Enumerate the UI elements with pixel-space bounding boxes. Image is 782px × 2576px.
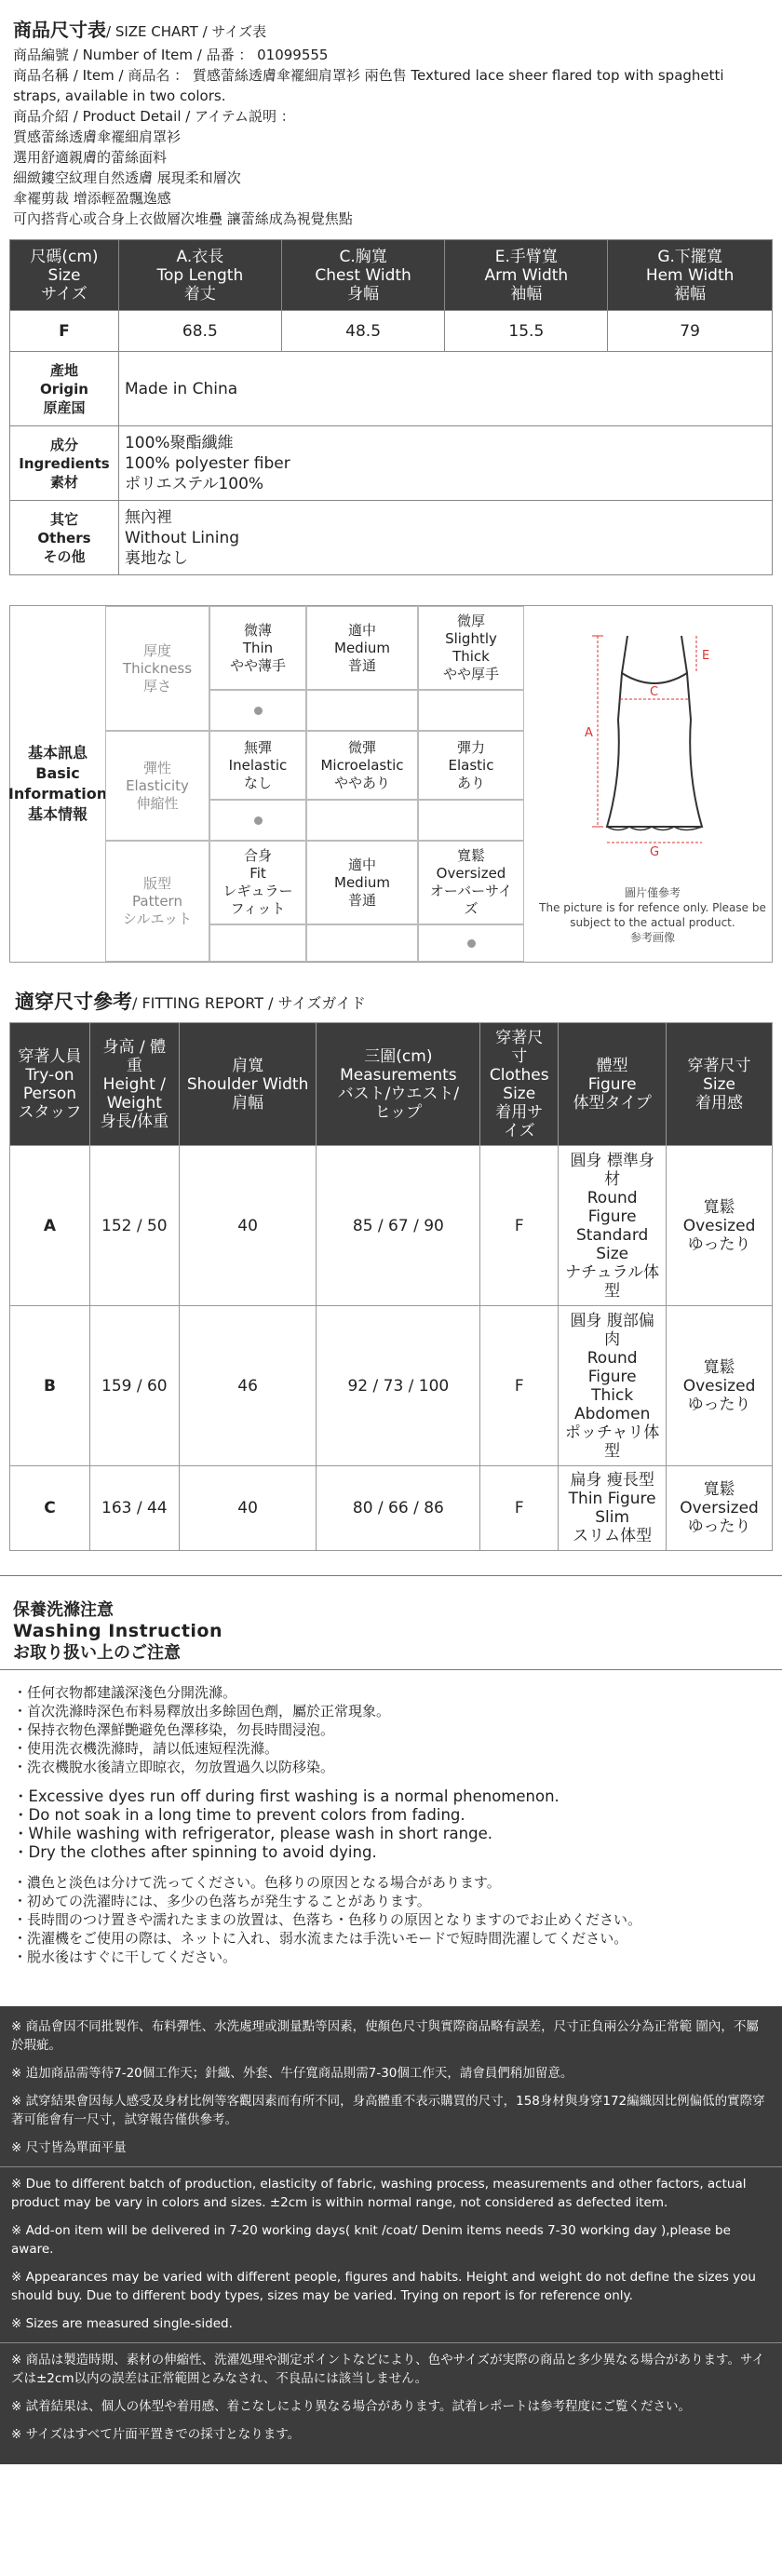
item-number: 商品編號 / Number of Item / 品番 ： 01099555: [13, 47, 329, 63]
washing-instructions: [13, 1683, 769, 1977]
height-weight-cell: 163 / 44: [89, 1466, 179, 1551]
product-detail-label: 商品介紹 / Product Detail / アイテム説明 ：: [13, 108, 295, 125]
detail-line: 質感蕾絲透膚傘襬細肩罩衫: [13, 128, 182, 145]
notice-ja: ※ 試着結果は、個人の体型や着用感、着こなしにより異なる場合があります。試着レポートは参考程度にご覧ください。: [11, 2399, 692, 2414]
svg-text:C: C: [650, 685, 659, 699]
fit-cell: 寬鬆 Ovesized ゆったり: [667, 1306, 773, 1466]
clothes-size-cell: F: [480, 1146, 559, 1306]
elasticity-option-microelastic: 微彈 Microelastic ややあり: [306, 731, 418, 800]
pattern-label: 版型 Pattern シルエット: [105, 841, 209, 962]
thickness-label: 厚度 Thickness 厚さ: [105, 606, 209, 731]
notice-zh: ※ 試穿結果會因每人感受及身材比例等客觀因素而有所不同，身高體重不表示購買的尺寸，158身材與身穿172編織因比例偏低的實際穿著可能會有一尺寸，試穿報告僅供參考。: [11, 2094, 765, 2127]
notice-ja: ※ 商品は製造時期、素材の伸縮性、洗濯処理や測定ポイントなどにより、色やサイズが実際の商品と多少異なる場合があります。サイズは±2cm以内の誤差は正常範囲とみなされ、不良品には該当しません。: [11, 2353, 764, 2386]
basic-info-heading: 基本訊息 Basic Information 基本情報: [7, 744, 108, 823]
person-cell: C: [10, 1466, 90, 1551]
col-header-arm-width: E.手臂寬 Arm Width 袖幅: [445, 240, 608, 311]
notice-zh: ※ 尺寸皆為單面平量: [11, 2140, 127, 2155]
col-header-hem-width: G.下擺寬 Hem Width 裾幅: [608, 240, 773, 311]
pattern-fit-cell: [209, 924, 306, 962]
hem-width-cell: 79: [608, 311, 773, 352]
col-header-figure: 體型 Figure 体型タイプ: [559, 1023, 667, 1146]
selected-dot-icon: [254, 707, 263, 715]
clothes-size-cell: F: [480, 1466, 559, 1551]
height-weight-cell: 159 / 60: [89, 1306, 179, 1466]
table-row: [10, 1146, 773, 1306]
size-chart-table: [9, 239, 773, 575]
divider: [0, 1575, 782, 1576]
arm-width-cell: 15.5: [445, 311, 608, 352]
size-chart-header-row: [10, 240, 773, 311]
size-cell: F: [10, 311, 119, 352]
notice-en: ※ Due to different batch of production, elasticity of fabric, washing process, measurements and other factors, actual product may be vary in colors and sizes. ±2cm is within normal range, not considered as defected item.: [11, 2177, 747, 2210]
person-cell: B: [10, 1306, 90, 1466]
ingredients-value: 100%聚酯纖維 100% polyester fiber ポリエステル100%: [118, 426, 772, 501]
detail-line: 選用舒適親膚的蕾絲面料: [13, 149, 168, 166]
measurements-cell: 92 / 73 / 100: [317, 1306, 480, 1466]
height-weight-cell: 152 / 50: [89, 1146, 179, 1306]
elasticity-inelastic-selected: [209, 800, 306, 841]
product-header: [13, 17, 769, 229]
notice-zh: ※ 商品會因不同批製作、布料彈性、水洗處理或測量點等因素，使顏色尺寸與實際商品略有誤差，尺寸正負兩公分為正常範 圍內，不屬於瑕疵。: [11, 2019, 759, 2053]
table-row: [10, 1466, 773, 1551]
notice-en: ※ Sizes are measured single-sided.: [11, 2316, 233, 2331]
thickness-option-medium: 適中 Medium 普通: [306, 606, 418, 690]
basic-info-panel: [9, 605, 773, 963]
col-header-shoulder: 肩寬 Shoulder Width 肩幅: [179, 1023, 317, 1146]
origin-label: 產地 Origin 原産国: [10, 352, 119, 426]
fit-cell: 寬鬆 Oversized ゆったり: [667, 1466, 773, 1551]
thickness-option-thick: 微厚 Slightly Thick やや厚手: [418, 606, 524, 690]
thickness-option-thin: 微薄 Thin やや薄手: [209, 606, 306, 690]
notice-zh: ※ 追加商品需等待7-20個工作天；針織、外套、牛仔寬商品則需7-30個工作天，請會員們稍加留意。: [11, 2066, 573, 2081]
fitting-report-title: 適穿尺寸參考/ FITTING REPORT / サイズガイド: [15, 991, 366, 1013]
shoulder-cell: 40: [179, 1466, 317, 1551]
others-row: [10, 501, 773, 575]
figure-cell: 圓身 腹部偏 肉 Round Figure Thick Abdomen ポッチャリ体 型: [559, 1306, 667, 1466]
pattern-option-medium: 適中 Medium 普通: [306, 841, 418, 924]
washing-title: 保養洗滌注意 Washing Instruction お取り扱い上のご注意: [13, 1600, 223, 1663]
selected-dot-icon: [467, 939, 476, 948]
ingredients-label: 成分 Ingredients 素材: [10, 426, 119, 501]
figure-cell: 扁身 瘦長型 Thin Figure Slim スリム体型: [559, 1466, 667, 1551]
fitting-report-table: [9, 1022, 773, 1551]
camisole-diagram-icon: [536, 617, 769, 878]
thickness-thick-cell: [418, 690, 524, 731]
washing-en: ・Excessive dyes run off during first washing is a normal phenomenon. ・Do not soak in a long time to prevent colors from fading. ・While washing with refrigerator, please wash in short range. ・Dry the clothes after spinning to avoid dying.: [13, 1787, 560, 1861]
thickness-thin-selected: [209, 690, 306, 731]
size-chart-title: 商品尺寸表/ SIZE CHART / サイズ表: [13, 19, 267, 41]
svg-text:G: G: [650, 845, 660, 859]
thickness-medium-cell: [306, 690, 418, 731]
divider: [0, 2342, 782, 2343]
clothes-size-cell: F: [480, 1306, 559, 1466]
table-row: [10, 311, 773, 352]
notice-en: ※ Appearances may be varied with different people, figures and habits. Height and weight do not define the sizes you should buy. Due to different body types, sizes may be varied. Trying on report is for reference only.: [11, 2270, 756, 2303]
detail-line: 傘襬剪裁 增添輕盈飄逸感: [13, 190, 171, 207]
elasticity-option-elastic: 彈力 Elastic あり: [418, 731, 524, 800]
ingredients-row: [10, 426, 773, 501]
others-label: 其它 Others その他: [10, 501, 119, 575]
washing-ja: ・濃色と淡色は分けて洗ってください。色移りの原因となる場合があります。 ・初めての洗濯時には、多少の色落ちが発生することがあります。 ・長時間のつけ置きや濡れたままの放置は、色落ち・色移りの原因となりますのでお止めください。 ・洗濯機をご使用の際は、ネットに入れ、弱水流または手洗いモードで短時間洗濯してください。 ・脱水後はすぐに干してください。: [13, 1874, 642, 1965]
notice-ja: ※ サイズはすべて片面平置きでの採寸となります。: [11, 2427, 301, 2442]
measurements-cell: 80 / 66 / 86: [317, 1466, 480, 1551]
notices-panel: [0, 2006, 782, 2464]
origin-row: [10, 352, 773, 426]
garment-diagram: [536, 617, 769, 952]
svg-text:A: A: [585, 726, 593, 740]
figure-cell: 圓身 標準身 材 Round Figure Standard Size ナチュラル体 型: [559, 1146, 667, 1306]
washing-zh: ・任何衣物都建議深淺色分開洗滌。 ・首次洗滌時深色布料易釋放出多餘固色劑，屬於正常現象。 ・保持衣物色澤鮮艷避免色澤移染，勿長時間浸泡。 ・使用洗衣機洗滌時，請以低速短程洗滌。 ・洗衣機脫水後請立即晾衣，勿放置過久以防移染。: [13, 1684, 391, 1775]
shoulder-cell: 46: [179, 1306, 317, 1466]
shoulder-cell: 40: [179, 1146, 317, 1306]
divider: [0, 2166, 782, 2167]
detail-line: 細緻鏤空紋理自然透膚 展現柔和層次: [13, 169, 241, 186]
elasticity-label: 彈性 Elasticity 伸縮性: [105, 731, 209, 841]
col-header-top-length: A.衣長 Top Length 着丈: [118, 240, 281, 311]
elasticity-elastic-cell: [418, 800, 524, 841]
pattern-option-fit: 合身 Fit レギュラー フィット: [209, 841, 306, 924]
selected-dot-icon: [254, 816, 263, 825]
top-length-cell: 68.5: [118, 311, 281, 352]
notice-en: ※ Add-on item will be delivered in 7-20 working days( knit /coat/ Denim items needs 7-30 working day ),please be aware.: [11, 2223, 731, 2257]
pattern-option-oversized: 寬鬆 Oversized オーバーサイ ズ: [418, 841, 524, 924]
person-cell: A: [10, 1146, 90, 1306]
col-header-height-weight: 身高 / 體 重 Height / Weight 身長/体重: [89, 1023, 179, 1146]
col-header-chest-width: C.胸寬 Chest Width 身幅: [281, 240, 445, 311]
elasticity-option-inelastic: 無彈 Inelastic なし: [209, 731, 306, 800]
pattern-medium-cell: [306, 924, 418, 962]
col-header-size: 尺碼(cm) Size サイズ: [10, 240, 119, 311]
elasticity-micro-cell: [306, 800, 418, 841]
detail-line: 可內搭背心或合身上衣做層次堆疊 讓蕾絲成為視覺焦點: [13, 210, 353, 227]
col-header-person: 穿著人員 Try-on Person スタッフ: [10, 1023, 90, 1146]
divider: [0, 1669, 782, 1670]
col-header-clothes-size: 穿著尺 寸 Clothes Size 着用サ イズ: [480, 1023, 559, 1146]
fitting-header-row: [10, 1023, 773, 1146]
col-header-fit-size: 穿著尺寸 Size 着用感: [667, 1023, 773, 1146]
others-value: 無內裡 Without Lining 裏地なし: [118, 501, 772, 575]
pattern-oversized-selected: [418, 924, 524, 962]
svg-text:E: E: [702, 649, 710, 663]
figure-caption: 圖片僅參考 The picture is for refence only. Please be subject to the actual product. 参考画像: [539, 886, 766, 944]
table-row: [10, 1306, 773, 1466]
fit-cell: 寬鬆 Ovesized ゆったり: [667, 1146, 773, 1306]
chest-width-cell: 48.5: [281, 311, 445, 352]
origin-value: Made in China: [118, 352, 772, 426]
item-name: 商品名稱 / Item / 商品名 ： 質感蕾絲透膚傘襬細肩罩衫 兩色售 Textured lace sheer flared top with spaghetti straps, available in two colors.: [13, 67, 724, 104]
col-header-measurements: 三圍(cm) Measurements バスト/ウエスト/ ヒップ: [317, 1023, 480, 1146]
measurements-cell: 85 / 67 / 90: [317, 1146, 480, 1306]
